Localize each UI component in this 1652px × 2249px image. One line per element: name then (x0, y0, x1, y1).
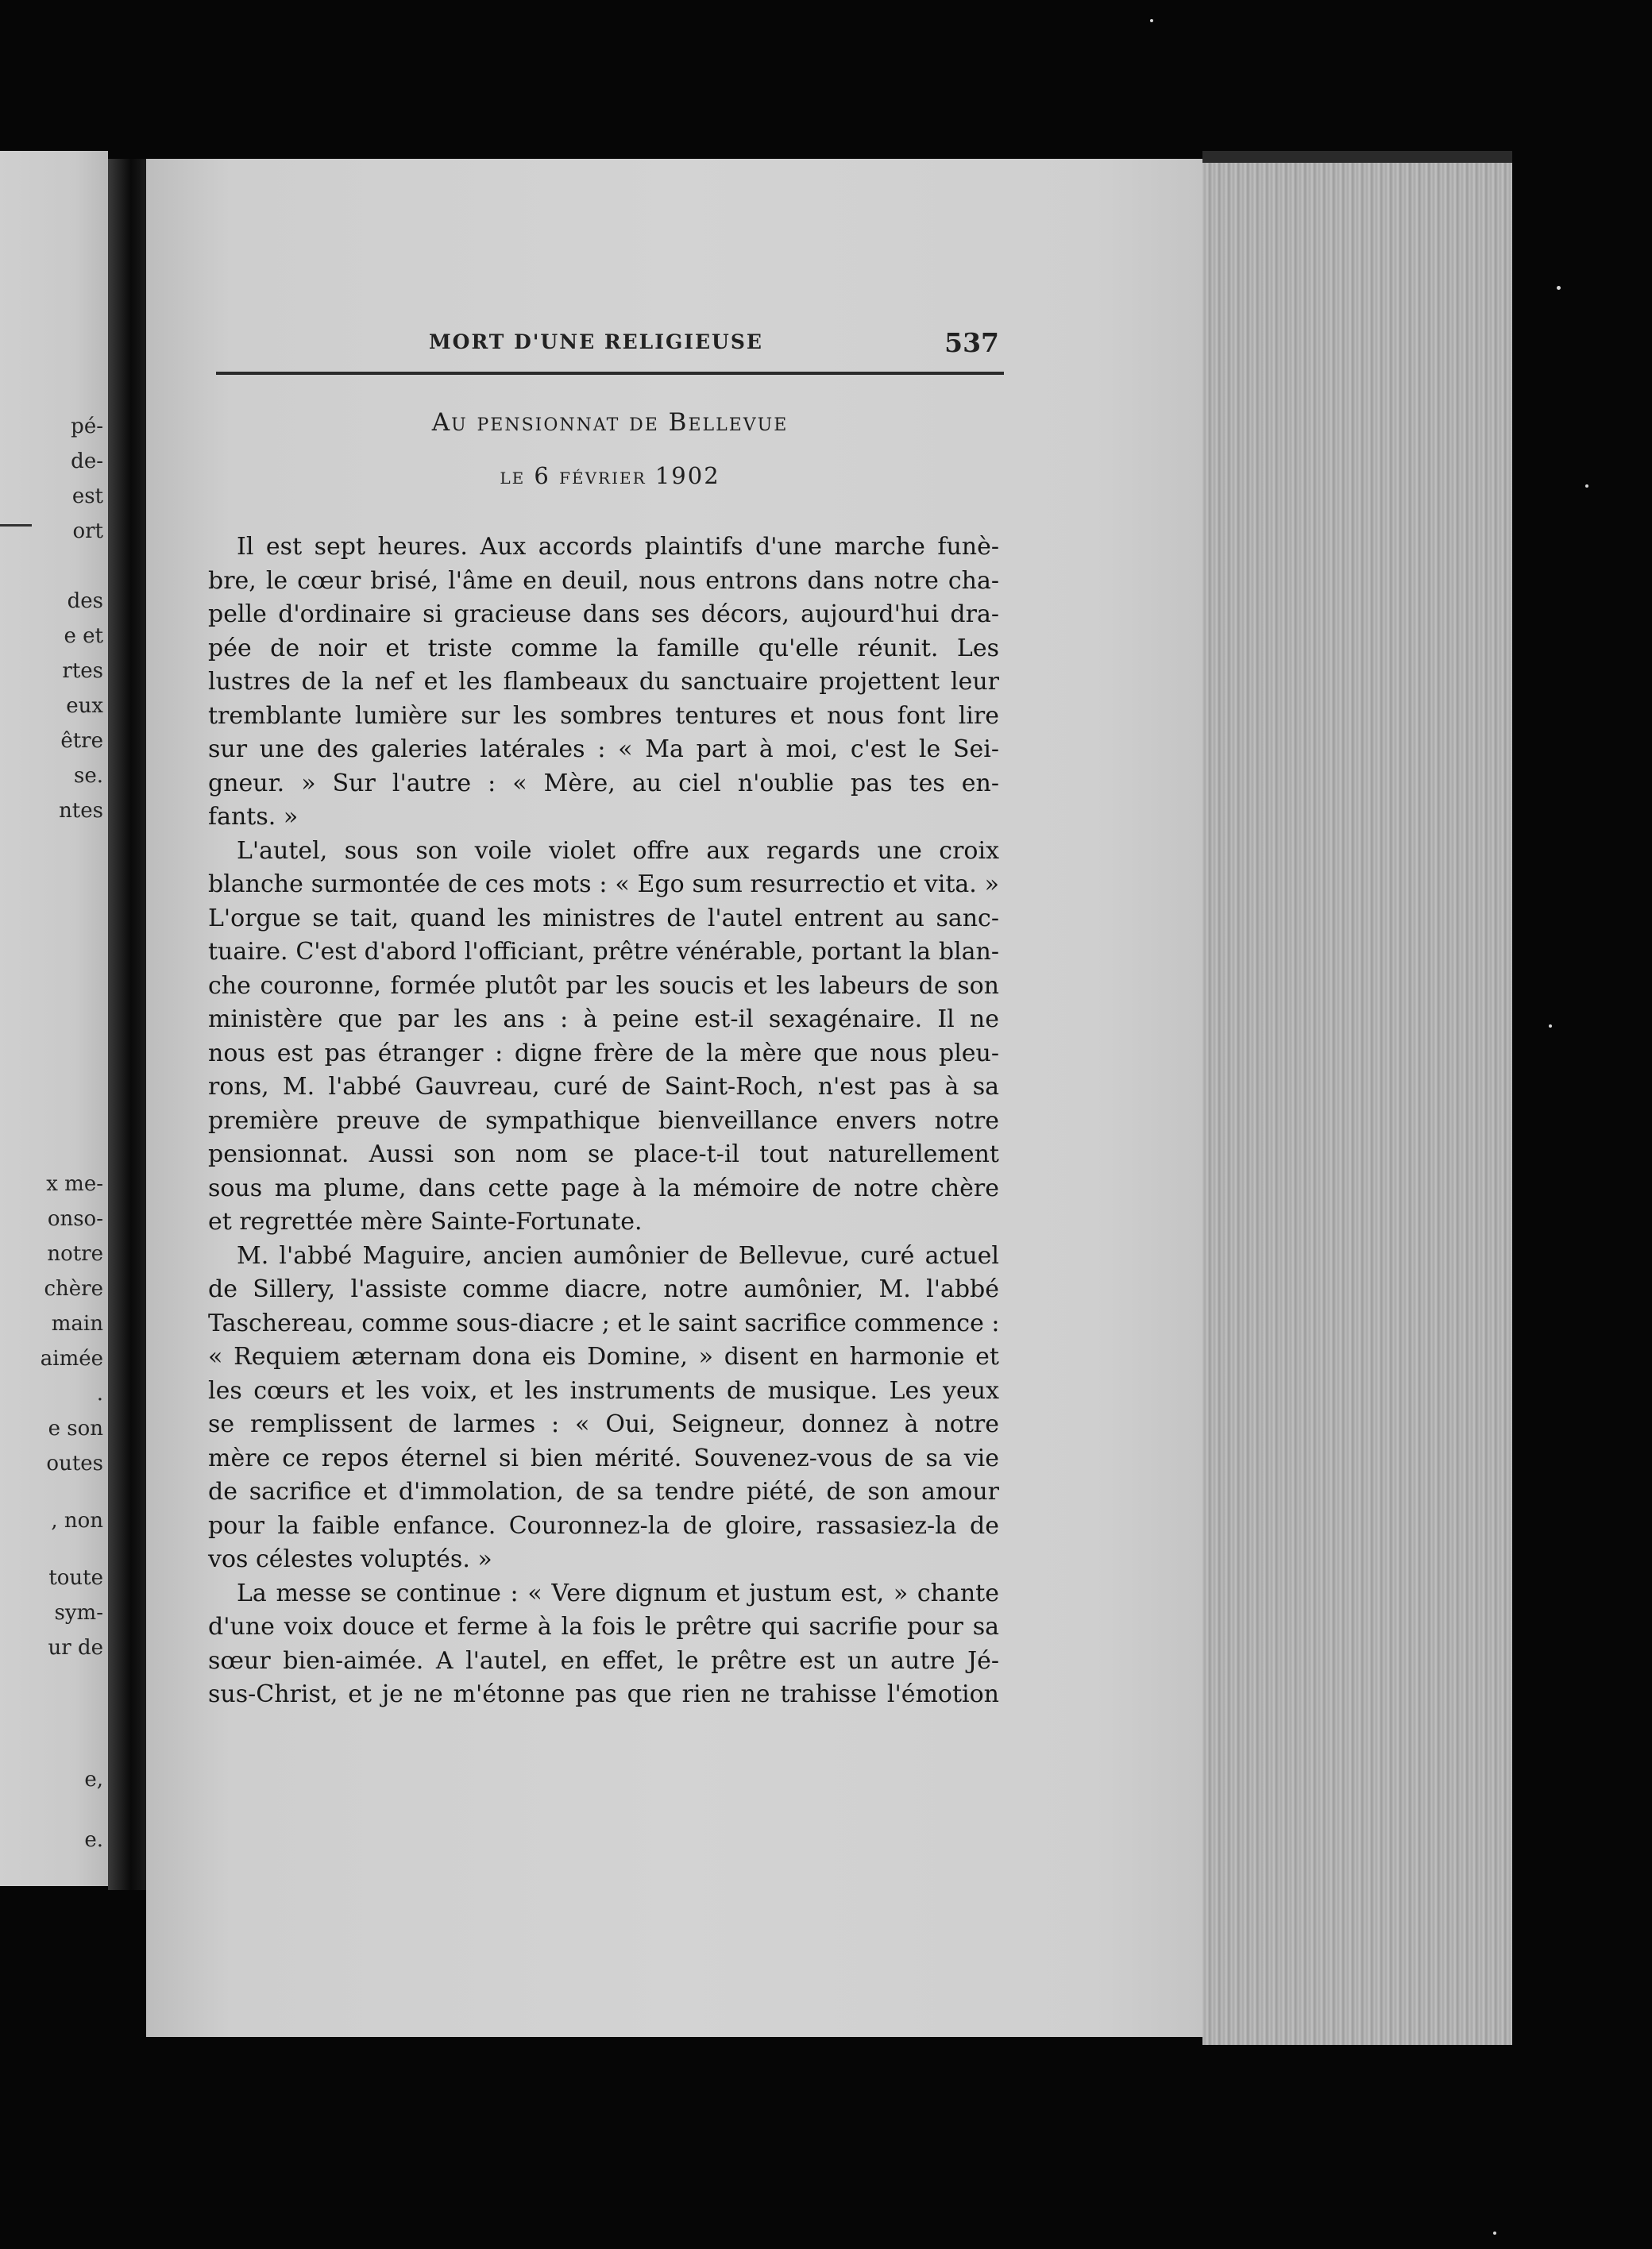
text-line: bre, le cœur brisé, l'âme en deuil, nous entrons dans notre cha- (208, 566, 999, 595)
facing-page-line: sym- (54, 1601, 103, 1625)
text-line: rons, M. l'abbé Gauvreau, curé de Saint-Roch, n'est pas à sa (208, 1073, 999, 1101)
facing-page-line: rtes (62, 659, 103, 683)
section-date: le 6 février 1902 (500, 462, 720, 489)
text-line: de Sillery, l'assiste comme diacre, notre aumônier, M. l'abbé (208, 1275, 999, 1303)
text-line: se remplissent de larmes : « Oui, Seigneur, donnez à notre (208, 1410, 999, 1438)
text-line: L'autel, sous son voile violet offre aux regards une croix (237, 836, 999, 865)
facing-page-line: de- (71, 449, 103, 473)
text-line: sous ma plume, dans cette page à la mémoire de notre chère (208, 1174, 999, 1202)
facing-page-line: est (71, 484, 103, 508)
text-line: pée de noir et triste comme la famille qu'elle réunit. Les (208, 634, 999, 662)
dust-speck (1549, 1024, 1552, 1028)
text-line: d'une voix douce et ferme à la fois le prêtre qui sacrifie pour sa (208, 1613, 999, 1641)
facing-page-line: e. (84, 1828, 103, 1852)
text-line: sur une des galeries latérales : « Ma part à moi, c'est le Sei- (208, 735, 999, 763)
text-line: tremblante lumière sur les sombres tentures et nous font lire (208, 701, 999, 730)
facing-page-line: pé- (71, 415, 103, 438)
text-line: pour la faible enfance. Couronnez-la de gloire, rassasiez-la de (208, 1511, 999, 1540)
dust-speck (1493, 2232, 1496, 2235)
text-line: Il est sept heures. Aux accords plaintifs d'une marche funè- (237, 533, 999, 561)
text-line: ministère que par les ans : à peine est-il sexagénaire. Il ne (208, 1005, 999, 1033)
text-line: de sacrifice et d'immolation, de sa tendre piété, de son amour (208, 1478, 999, 1506)
facing-page-line: notre (47, 1242, 103, 1266)
page-block-edges (1202, 163, 1512, 2045)
facing-page-line: e, (84, 1768, 103, 1792)
facing-page-rule (0, 524, 32, 527)
dust-speck (1585, 484, 1588, 488)
text-line: première preuve de sympathique bienveillance envers notre (208, 1106, 999, 1135)
page-number: 537 (944, 327, 999, 358)
text-line: pelle d'ordinaire si gracieuse dans ses décors, aujourd'hui dra- (208, 600, 999, 628)
section-heading: Au pensionnat de Bellevue (431, 408, 789, 437)
text-line: La messe se continue : « Vere dignum et justum est, » chante (237, 1579, 999, 1607)
facing-page-line: e et (64, 624, 103, 648)
text-line: pensionnat. Aussi son nom se place-t-il tout naturellement (208, 1140, 999, 1168)
running-head (230, 327, 1072, 362)
text-line: fants. » (208, 803, 299, 831)
facing-page-line: e son (48, 1417, 103, 1441)
facing-page-line: eux (66, 694, 103, 718)
header-rule (216, 372, 1004, 375)
text-line: Taschereau, comme sous-diacre ; et le saint sacrifice commence : (208, 1309, 1000, 1337)
facing-page-line: onso- (47, 1207, 103, 1231)
facing-page-line: chère (44, 1277, 103, 1301)
text-line: blanche surmontée de ces mots : « Ego sum resurrectio et vita. » (208, 870, 999, 898)
facing-page-line: main (51, 1312, 103, 1336)
facing-page-line: . (96, 1382, 103, 1406)
text-line: lustres de la nef et les flambeaux du sanctuaire projettent leur (208, 668, 999, 696)
text-line: les cœurs et les voix, et les instruments de musique. Les yeux (208, 1376, 999, 1405)
dust-speck (1557, 286, 1561, 290)
text-line: nous est pas étranger : digne frère de la mère que nous pleu- (208, 1039, 999, 1067)
facing-page-line: des (67, 589, 103, 613)
text-line: che couronne, formée plutôt par les soucis et les labeurs de son (208, 971, 999, 1000)
facing-page-line: , non (51, 1509, 103, 1533)
text-line: sœur bien-aimée. A l'autel, en effet, le prêtre est un autre Jé- (208, 1646, 999, 1675)
text-line: gneur. » Sur l'autre : « Mère, au ciel n'oublie pas tes en- (208, 769, 999, 797)
facing-page-line: outes (46, 1452, 103, 1476)
dust-speck (1150, 19, 1153, 22)
body-text (208, 530, 999, 1712)
facing-page (0, 151, 108, 1886)
facing-page-line: aimée (40, 1347, 103, 1371)
facing-page-line: ur de (48, 1636, 103, 1660)
facing-page-line: être (60, 729, 103, 753)
text-line: L'orgue se tait, quand les ministres de l'autel entrent au sanc- (208, 904, 999, 932)
facing-page-line: ort (72, 519, 103, 543)
book-gutter (108, 159, 146, 1890)
text-line: tuaire. C'est d'abord l'officiant, prêtre vénérable, portant la blan- (208, 938, 999, 966)
text-line: et regrettée mère Sainte-Fortunate. (208, 1208, 643, 1236)
facing-page-line: toute (48, 1566, 103, 1590)
text-line: mère ce repos éternel si bien mérité. Souvenez-vous de sa vie (208, 1444, 999, 1472)
text-line: M. l'abbé Maguire, ancien aumônier de Bellevue, curé actuel (237, 1241, 999, 1270)
text-line: « Requiem æternam dona eis Domine, » disent en harmonie et (208, 1343, 999, 1371)
text-line: sus-Christ, et je ne m'étonne pas que rien ne trahisse l'émotion (208, 1680, 999, 1708)
running-title: MORT D'UNE RELIGIEUSE (429, 330, 763, 353)
facing-page-line: x me- (46, 1172, 103, 1196)
facing-page-line: se. (74, 764, 103, 788)
text-line: vos célestes voluptés. » (208, 1545, 492, 1573)
facing-page-line: ntes (59, 799, 103, 823)
